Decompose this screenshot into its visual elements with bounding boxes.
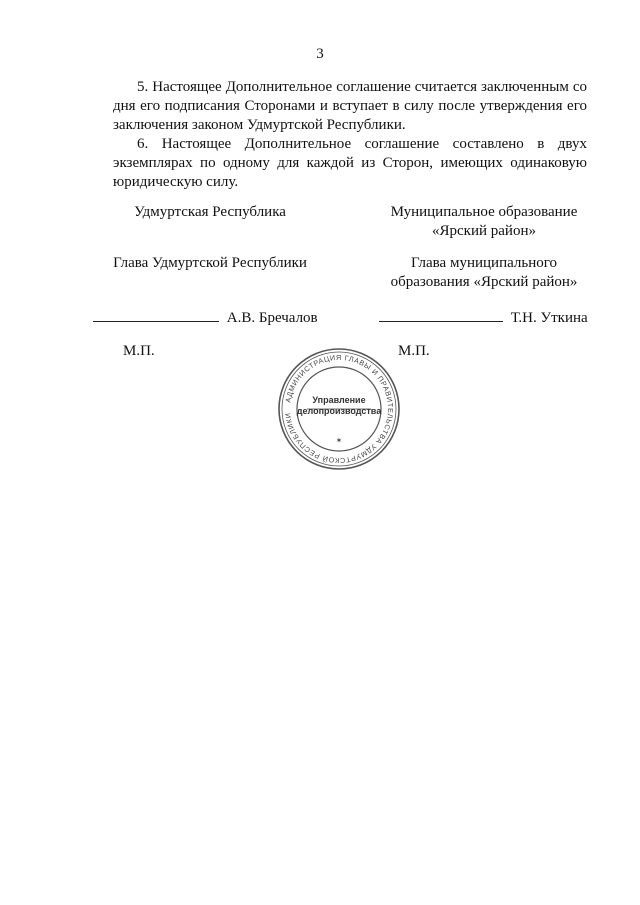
party-left (90, 203, 330, 222)
party-left-name: Удмуртская Республика (134, 204, 286, 220)
stamp-mark-left: М.П. (123, 343, 155, 359)
paragraph-5: 5. Настоящее Дополнительное соглашение считается заключенным со дня его подписания Сторонами и вступает в силу после утверждения его заключения законом Удмуртской Республики. (113, 79, 587, 133)
signature-right (379, 307, 588, 328)
seal-center-line2: делопроизводства (296, 406, 382, 416)
seal-center-text (277, 395, 401, 417)
seal-ring-textpath: АДМИНИСТРАЦИЯ ГЛАВЫ И ПРАВИТЕЛЬСТВА УДМУРТСКОЙ РЕСПУБЛИКИ (283, 352, 396, 466)
head-right-line2: образования «Ярский район» (390, 274, 578, 290)
stamp-mark-right: М.П. (398, 343, 430, 359)
head-left (90, 254, 330, 273)
seal-star-icon: ✶ (335, 436, 343, 445)
signature-line-right (379, 307, 503, 322)
page-number: 3 (316, 46, 324, 62)
head-right (370, 254, 598, 292)
party-right-line2: «Ярский район» (432, 223, 536, 239)
signatory-left: А.В. Бречалов (226, 310, 318, 326)
paragraph-6: 6. Настоящее Дополнительное соглашение составлено в двух экземплярах по одному для каждой из Сторон, имеющих одинаковую юридическую силу. (113, 136, 587, 190)
head-right-line1: Глава муниципального (410, 255, 558, 271)
party-right (370, 203, 598, 241)
seal-center-line1: Управление (312, 395, 366, 405)
head-left-title: Глава Удмуртской Республики (113, 255, 307, 271)
signature-line-left (93, 307, 219, 322)
signature-left (93, 307, 318, 328)
signatory-right: Т.Н. Уткина (510, 310, 588, 326)
party-right-line1: Муниципальное образование (390, 204, 578, 220)
